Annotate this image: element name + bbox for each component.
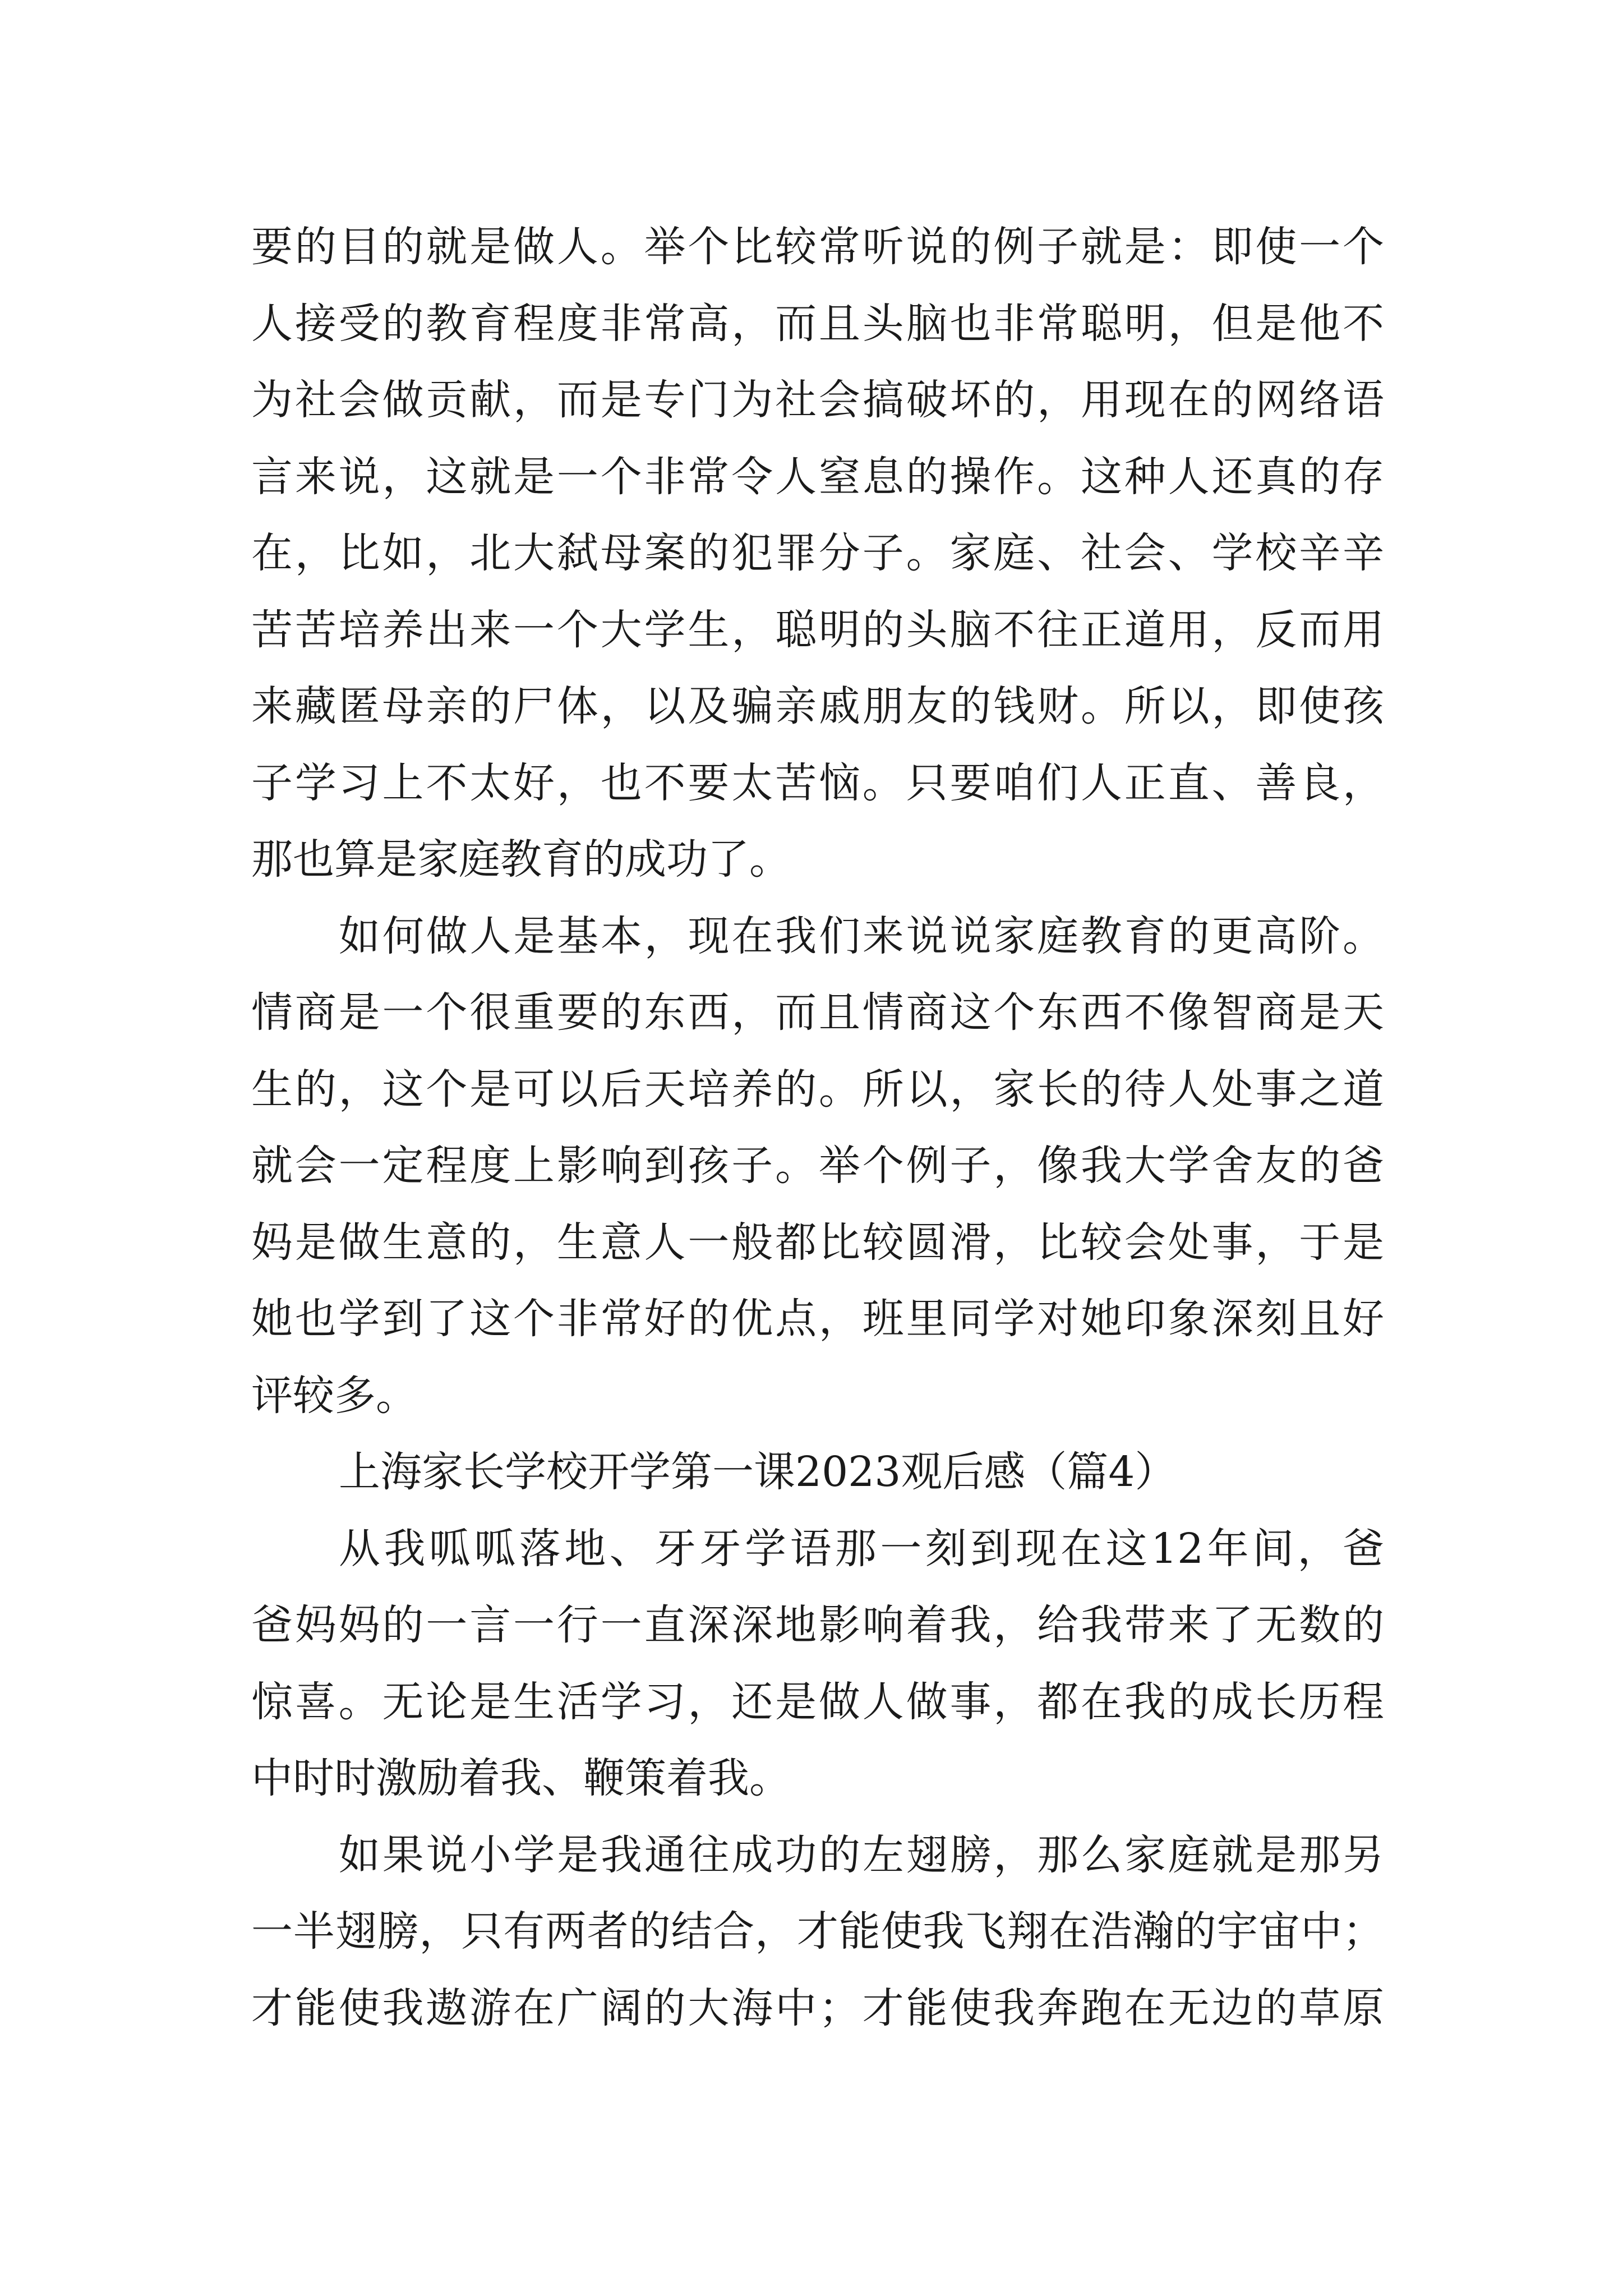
text-line: 生的，这个是可以后天培养的。所以，家长的待人处事之道	[251, 1065, 1384, 1114]
text-line: 惊喜。无论是生活学习，还是做人做事，都在我的成长历程	[251, 1677, 1384, 1726]
text-line: 苦苦培养出来一个大学生，聪明的头脑不往正道用，反而用	[251, 605, 1384, 654]
text-line: 她也学到了这个非常好的优点，班里同学对她印象深刻且好	[251, 1295, 1384, 1343]
text-line: 在，比如，北大弑母案的犯罪分子。家庭、社会、学校辛辛	[251, 529, 1384, 577]
text-line: 评较多。	[251, 1371, 417, 1420]
text-line: 爸妈妈的一言一行一直深深地影响着我，给我带来了无数的	[251, 1601, 1384, 1649]
text-line: 人接受的教育程度非常高，而且头脑也非常聪明，但是他不	[251, 299, 1384, 348]
text-line: 一半翅膀，只有两者的结合，才能使我飞翔在浩瀚的宇宙中；	[251, 1907, 1384, 1955]
text-line: 如何做人是基本，现在我们来说说家庭教育的更高阶。	[339, 912, 1384, 960]
text-line: 从我呱呱落地、牙牙学语那一刻到现在这12年间，爸	[339, 1524, 1384, 1573]
text-line: 为社会做贡献，而是专门为社会搞破坏的，用现在的网络语	[251, 376, 1384, 424]
text-line: 中时时激励着我、鞭策着我。	[251, 1754, 791, 1802]
text-line: 如果说小学是我通往成功的左翅膀，那么家庭就是那另	[339, 1830, 1384, 1879]
text-line: 情商是一个很重要的东西，而且情商这个东西不像智商是天	[251, 988, 1384, 1037]
text-line: 言来说，这就是一个非常令人窒息的操作。这种人还真的存	[251, 452, 1384, 501]
text-line: 那也算是家庭教育的成功了。	[251, 835, 791, 884]
text-line: 就会一定程度上影响到孩子。举个例子，像我大学舍友的爸	[251, 1142, 1384, 1190]
text-line: 才能使我遨游在广阔的大海中；才能使我奔跑在无边的草原	[251, 1984, 1384, 2032]
document-body	[251, 209, 1384, 2046]
text-line: 妈是做生意的，生意人一般都比较圆滑，比较会处事，于是	[251, 1218, 1384, 1267]
text-line: 子学习上不太好，也不要太苦恼。只要咱们人正直、善良，	[251, 758, 1384, 807]
text-line: 要的目的就是做人。举个比较常听说的例子就是：即使一个	[251, 223, 1384, 271]
text-line: 来藏匿母亲的尸体，以及骗亲戚朋友的钱财。所以，即使孩	[251, 682, 1384, 730]
section-heading: 上海家长学校开学第一课2023观后感（篇4）	[339, 1448, 1177, 1496]
